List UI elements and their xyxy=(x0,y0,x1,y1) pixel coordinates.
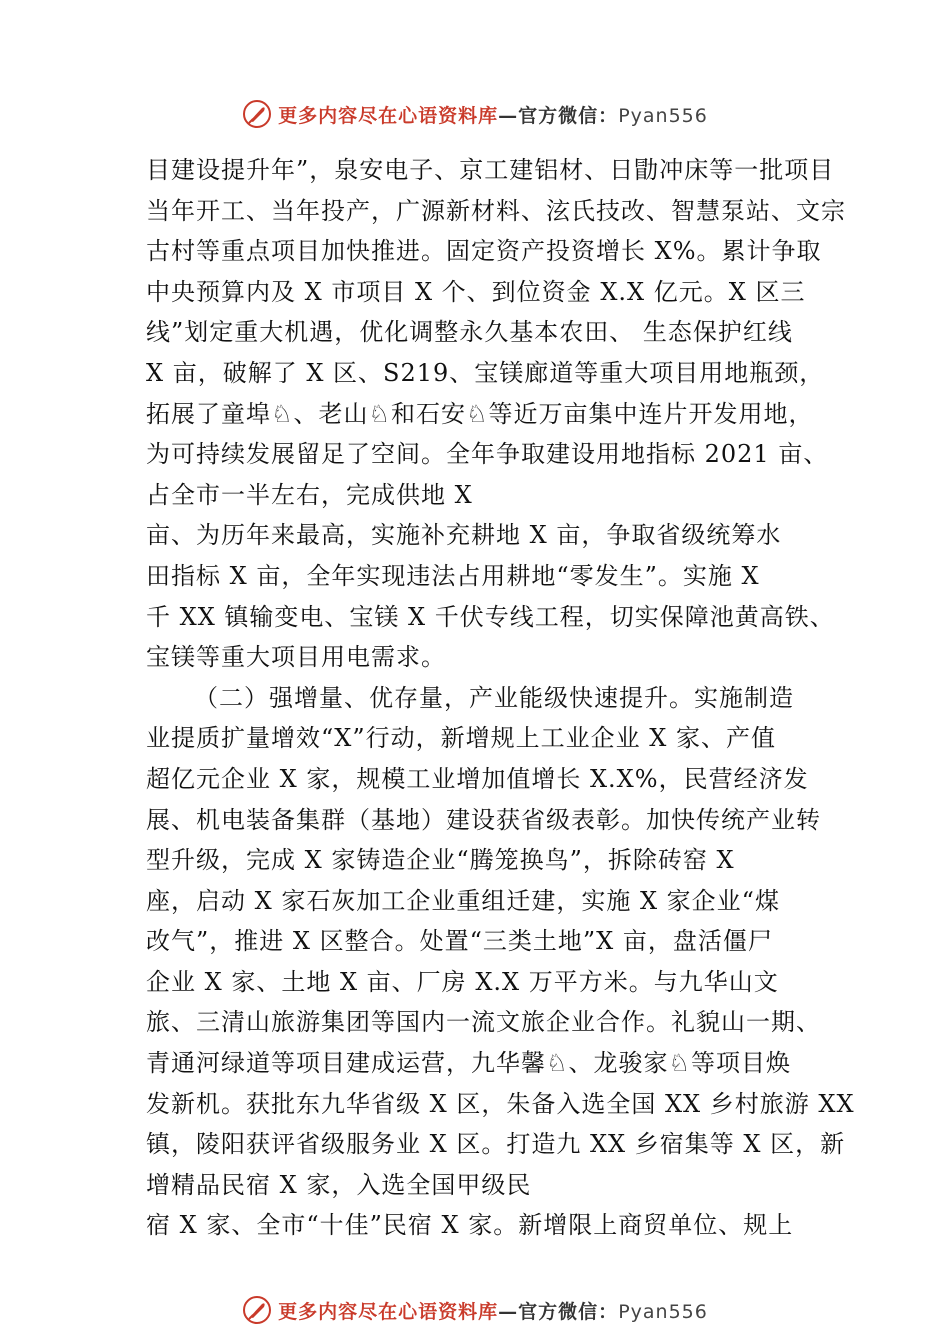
document-body xyxy=(146,150,855,1246)
text-line: 座，启动 X 家石灰加工企业重组迁建，实施 X 家企业“煤 xyxy=(146,886,780,915)
footer-dash: — xyxy=(498,1300,519,1323)
header-title xyxy=(278,101,708,128)
section-heading-line: （二）强增量、优存量，产业能级快速提升。实施制造 xyxy=(194,683,794,712)
text-line: 为可持续发展留足了空间。全年争取建设用地指标 2021 亩、 xyxy=(146,440,829,469)
text-line: 展、机电装备集群（基地）建设获省级表彰。加快传统产业转 xyxy=(146,805,821,834)
text-line: 企业 X 家、土地 X 亩、厂房 X.X 万平方米。与九华山文 xyxy=(146,967,779,996)
footer-title-text: 更多内容尽在心语资料库 xyxy=(278,1300,499,1323)
text-line: 拓展了童埠♘、老山♘和石安♘等近万亩集中连片开发用地， xyxy=(146,399,814,428)
text-line: 增精品民宿 X 家，入选全国甲级民 xyxy=(146,1170,532,1199)
text-line: 亩、为历年来最高，实施补充耕地 X 亩，争取省级统筹水 xyxy=(146,521,782,550)
text-line: 镇，陵阳获评省级服务业 X 区。打造九 XX 乡宿集等 X 区，新 xyxy=(146,1130,846,1159)
text-line: 中央预算内及 X 市项目 X 个、到位资金 X.X 亿元。X 区三 xyxy=(146,277,806,306)
text-line: 宝镁等重大项目用电需求。 xyxy=(146,643,446,672)
text-line: 型升级，完成 X 家铸造企业“腾笼换鸟”，拆除砖窑 X xyxy=(146,846,735,875)
text-line: 千 XX 镇输变电、宝镁 X 千伏专线工程，切实保障池黄高铁、 xyxy=(146,602,835,631)
text-line: 当年开工、当年投产，广源新材料、泫氏技改、智慧泵站、文宗 xyxy=(146,196,846,225)
text-line: 改气”，推进 X 区整合。处置“三类土地”X 亩，盘活僵尸 xyxy=(146,927,773,956)
footer-wechat-label: 官方微信： xyxy=(518,1300,619,1323)
text-line: 占全市一半左右，完成供地 X xyxy=(146,480,473,509)
text-line: 发新机。获批东九华省级 X 区，朱备入选全国 XX 乡村旅游 XX xyxy=(146,1089,855,1118)
footer-wechat-id: Pyan556 xyxy=(618,1300,708,1323)
text-line: 目建设提升年”，泉安电子、京工建铝材、日勖冲床等一批项目 xyxy=(146,156,835,184)
text-line: 线”划定重大机遇，优化调整永久基本农田、 生态保护红线 xyxy=(146,318,793,347)
text-line: 青通河绿道等项目建成运营，九华馨♘、龙骏家♘等项目焕 xyxy=(146,1049,792,1078)
pen-feather-logo-icon xyxy=(242,99,272,129)
header-dash: — xyxy=(498,104,519,127)
header-banner xyxy=(0,94,950,134)
text-line: X 亩，破解了 X 区、S219、宝镁廊道等重大项目用地瓶颈， xyxy=(146,358,825,387)
text-line: 田指标 X 亩，全年实现违法占用耕地“零发生”。实施 X xyxy=(146,561,760,590)
text-line: 业提质扩量增效“X”行动，新增规上工业企业 X 家、产值 xyxy=(146,724,776,753)
header-wechat-label: 官方微信： xyxy=(518,104,619,127)
text-line: 超亿元企业 X 家，规模工业增加值增长 X.X%，民营经济发 xyxy=(146,764,809,793)
text-line: 旅、三清山旅游集团等国内一流文旅企业合作。礼貌山一期、 xyxy=(146,1008,821,1037)
footer-title xyxy=(278,1297,708,1324)
text-line: 古村等重点项目加快推进。固定资产投资增长 X%。累计争取 xyxy=(146,237,822,266)
text-line: 宿 X 家、全市“十佳”民宿 X 家。新增限上商贸单位、规上 xyxy=(146,1211,794,1240)
header-title-text: 更多内容尽在心语资料库 xyxy=(278,104,499,127)
header-wechat-id: Pyan556 xyxy=(618,104,708,127)
footer-banner xyxy=(0,1290,950,1330)
pen-feather-logo-icon xyxy=(242,1295,272,1325)
